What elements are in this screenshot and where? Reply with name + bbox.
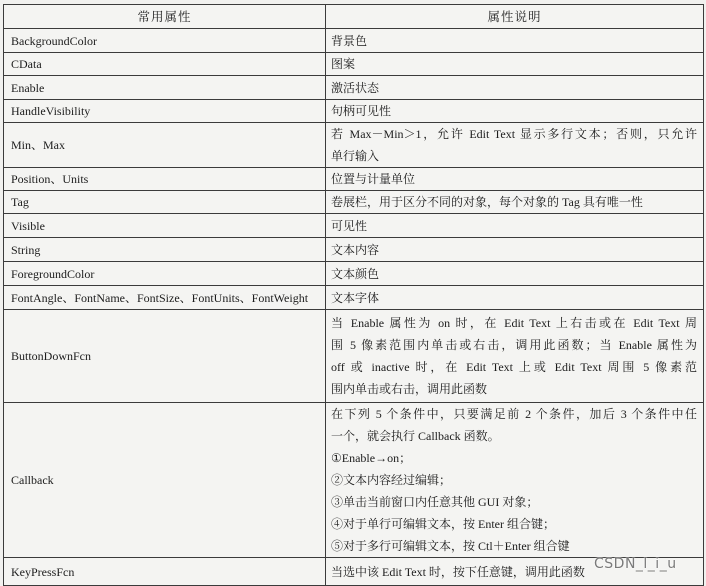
properties-table [3,4,704,586]
property-description [326,286,704,310]
property-name: Enable [4,76,326,100]
property-description [326,123,704,168]
property-description [326,191,704,214]
header-description: 属性说明 [326,5,704,29]
property-description [326,214,704,238]
table-row [4,310,704,403]
description-line: 激活状态 [331,80,380,95]
property-name: Visible [4,214,326,238]
property-name: Min、Max [4,123,326,168]
description-line: ⑤对于多行可编辑文本，按 Ctl＋Enter 组合键 [331,539,570,553]
header-property: 常用属性 [4,5,326,29]
table-body [4,29,704,586]
property-name: Tag [4,191,326,214]
property-name: CData [4,53,326,76]
description-line: 在下列 5 个条件中，只要满足前 2 个条件，加后 3 个条件中任 [331,407,697,421]
description-line: 文本字体 [331,290,380,305]
description-line: 图案 [331,57,356,71]
property-description [326,403,704,558]
description-line: 卷展栏，用于区分不同的对象，每个对象的 Tag 具有唯一性 [331,195,643,209]
table-row [4,214,704,238]
property-name: Callback [4,403,326,558]
table-row [4,238,704,262]
table-row [4,100,704,123]
description-line: ④对于单行可编辑文本，按 Enter 组合键； [331,517,555,531]
table-row [4,123,704,168]
property-description [326,168,704,191]
description-line: ③单击当前窗口内任意其他 GUI 对象； [331,495,539,509]
table-row [4,168,704,191]
description-line: 句柄可见性 [331,104,392,118]
description-line: 文本颜色 [331,266,380,281]
description-line: 单行输入 [331,149,380,163]
description-line: ①Enable→on； [331,451,412,465]
property-description [326,29,704,53]
description-line: 位置与计量单位 [331,172,416,186]
property-description [326,76,704,100]
table-row [4,29,704,53]
property-name: BackgroundColor [4,29,326,53]
property-description [326,100,704,123]
property-name: String [4,238,326,262]
property-name: HandleVisibility [4,100,326,123]
property-name: KeyPressFcn [4,558,326,586]
table-row [4,403,704,558]
description-line: 可见性 [331,218,368,233]
description-line: 文本内容 [331,242,380,257]
property-name: ButtonDownFcn [4,310,326,403]
property-description [326,310,704,403]
description-line: 当 Enable 属性为 on 时，在 Edit Text 上右击或在 Edit Text 周 [331,316,697,330]
description-line: 若 Max－Min＞1，允许 Edit Text 显示多行文本；否则，只允许 [331,127,697,141]
table-row [4,191,704,214]
property-description [326,262,704,286]
watermark: CSDN_l_i_u [594,556,677,572]
header-row [4,5,704,29]
description-line: 当选中该 Edit Text 时，按下任意键，调用此函数 [331,564,585,579]
description-line: 围 5 像素范围内单击或右击，调用此函数；当 Enable 属性为 [331,338,697,352]
property-description [326,238,704,262]
table-row [4,53,704,76]
description-line: 一个，就会执行 Callback 函数。 [331,429,500,443]
property-name: Position、Units [4,168,326,191]
table-row [4,262,704,286]
table-row [4,286,704,310]
description-line: ②文本内容经过编辑； [331,473,452,487]
property-description [326,53,704,76]
property-name: FontAngle、FontName、FontSize、FontUnits、FontWeight [4,286,326,310]
description-line: 围内单击或右击，调用此函数 [331,382,488,396]
description-line: 背景色 [331,33,368,48]
property-name: ForegroundColor [4,262,326,286]
table-row [4,76,704,100]
description-line: off 或 inactive 时，在 Edit Text 上或 Edit Text 周围 5 像素范 [331,360,697,374]
